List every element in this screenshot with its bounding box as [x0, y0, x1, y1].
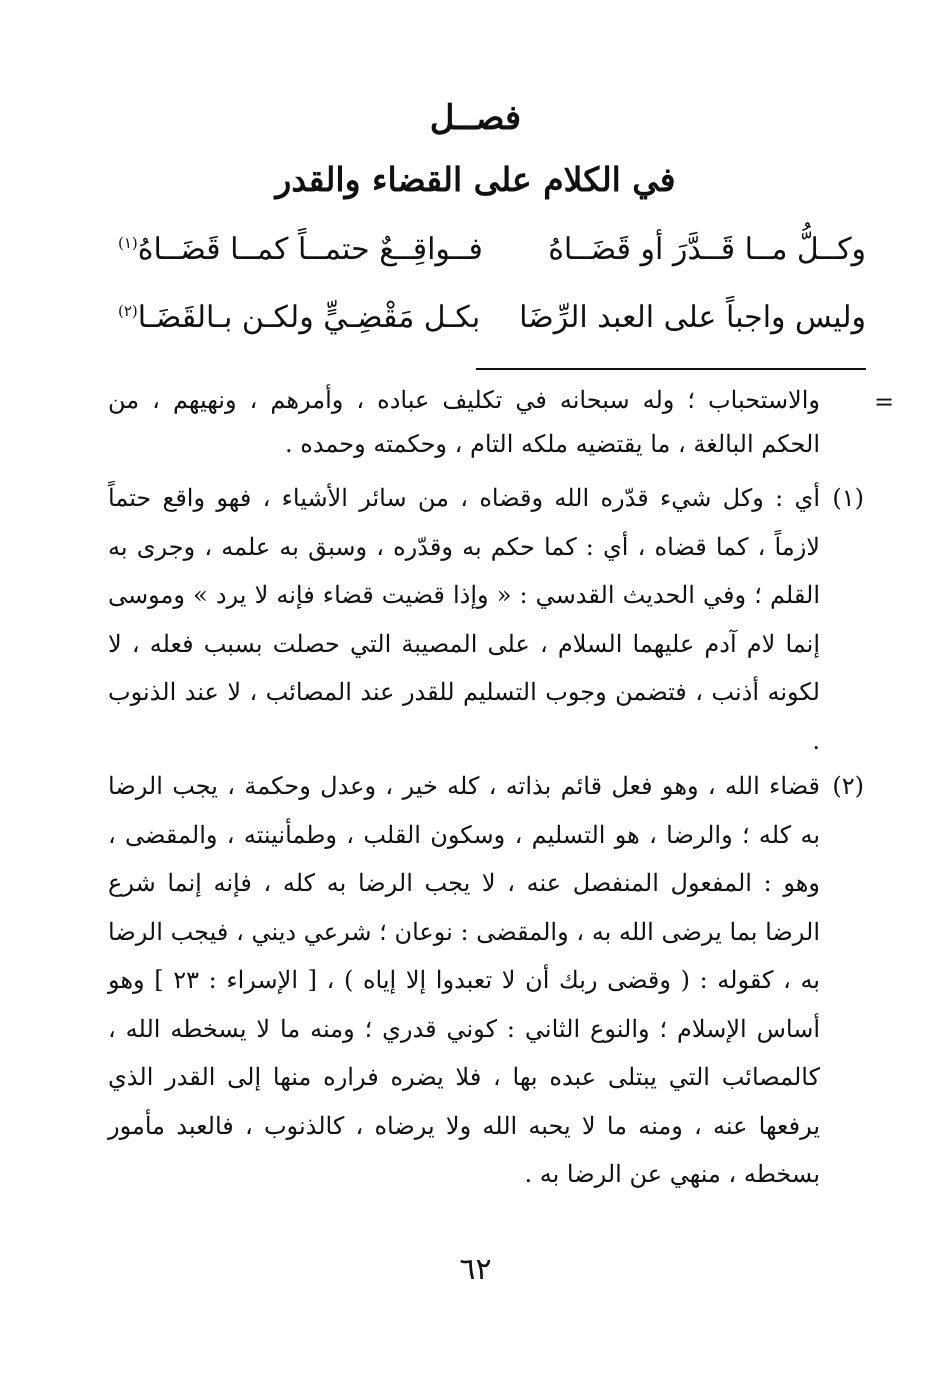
footnote-2-number: (٢) — [832, 772, 864, 800]
verse-2-first-hemistich — [519, 300, 866, 335]
verse-1-first-hemistich — [548, 232, 866, 267]
verse-1-second-hemistich — [118, 232, 483, 267]
verse-1-first-hemistich-text: وكــلُّ مــا قَــدَّرَ أو قَضَــاهُ — [548, 232, 866, 267]
footnote-separator — [476, 368, 866, 370]
verse-2-second-hemistich — [118, 300, 480, 335]
section-title: فصــل — [429, 98, 522, 138]
footnote-2-text: قضاء الله ، وهو فعل قائم بذاته ، كله خير ، وعدل وحكمة ، يجب الرضا به كله ؛ والرضا ، هو التسليم ، وسكون القلب ، وطمأنينته ، والمقضى ، وهو : المفعول المنفصل عنه ، لا يجب الرضا به كله ، فإنه إنما شرع الرضا بما يرضى الله به ، والمقضى : نوعان ؛ شرعي ديني ، فيجب الرضا به ، كقوله : ( وقضى ربك أن لا تعبدوا إلا إياه ) ، [ الإسراء : ٢٣ ] وهو أساس الإسلام ؛ والنوع الثاني : كوني قدري ؛ ومنه ما لا يسخطه الله ، كالمصائب التي يبتلى عبده بها ، فلا يضره فراره منها إلى القدر الذي يرفعها عنه ، ومنه ما لا يحبه الله ولا يرضاه ، كالذنوب ، فالعبد مأمور بسخطه ، منهي عن الرضا به . — [108, 772, 820, 1188]
poem-verse-1 — [118, 232, 866, 282]
continued-footnote — [108, 378, 820, 466]
verse-1-second-hemistich-text: فــواقِــعٌ حتمــاً كمــا قَضَــاهُ — [137, 232, 483, 267]
section-subtitle: في الكلام على القضاء والقدر — [275, 160, 676, 199]
footnote-1-text: أي : وكل شيء قدّره الله وقضاه ، من سائر الأشياء ، فهو واقع حتماً لازماً ، كما قضاه ، أي : كما حكم به وقدّره ، وسبق به علمه ، وجرى به القلم ؛ وفي الحديث القدسي : « وإذا قضيت قضاء فإنه لا يرد » وموسى إنما لام آدم عليهما السلام ، على المصيبة التي حصلت بسبب فعله ، لا لكونه أذنب ، فتضمن وجوب التسليم للقدر عند المصائب ، لا عند الذنوب . — [108, 484, 820, 755]
footnote-marker-2: (٢) — [118, 302, 138, 320]
footnote-1-number: (١) — [832, 484, 864, 512]
continued-footnote-text: والاستحباب ؛ وله سبحانه في تكليف عباده ، وأمرهم ، ونهيهم ، من الحكم البالغة ، ما يقتضيه ملكه التام ، وحكمته وحمده . — [108, 386, 820, 458]
footnote-marker-1: (١) — [118, 234, 138, 252]
verse-2-first-hemistich-text: وليس واجباً على العبد الرِّضَا — [519, 300, 866, 335]
continuation-marker: = — [874, 388, 895, 416]
page-number: ٦٢ — [459, 1252, 492, 1287]
poem-verse-2 — [118, 300, 866, 350]
verse-2-second-hemistich-text: بكـل مَقْضِـيٍّ ولكـن بـالقَضَـا — [137, 300, 481, 335]
